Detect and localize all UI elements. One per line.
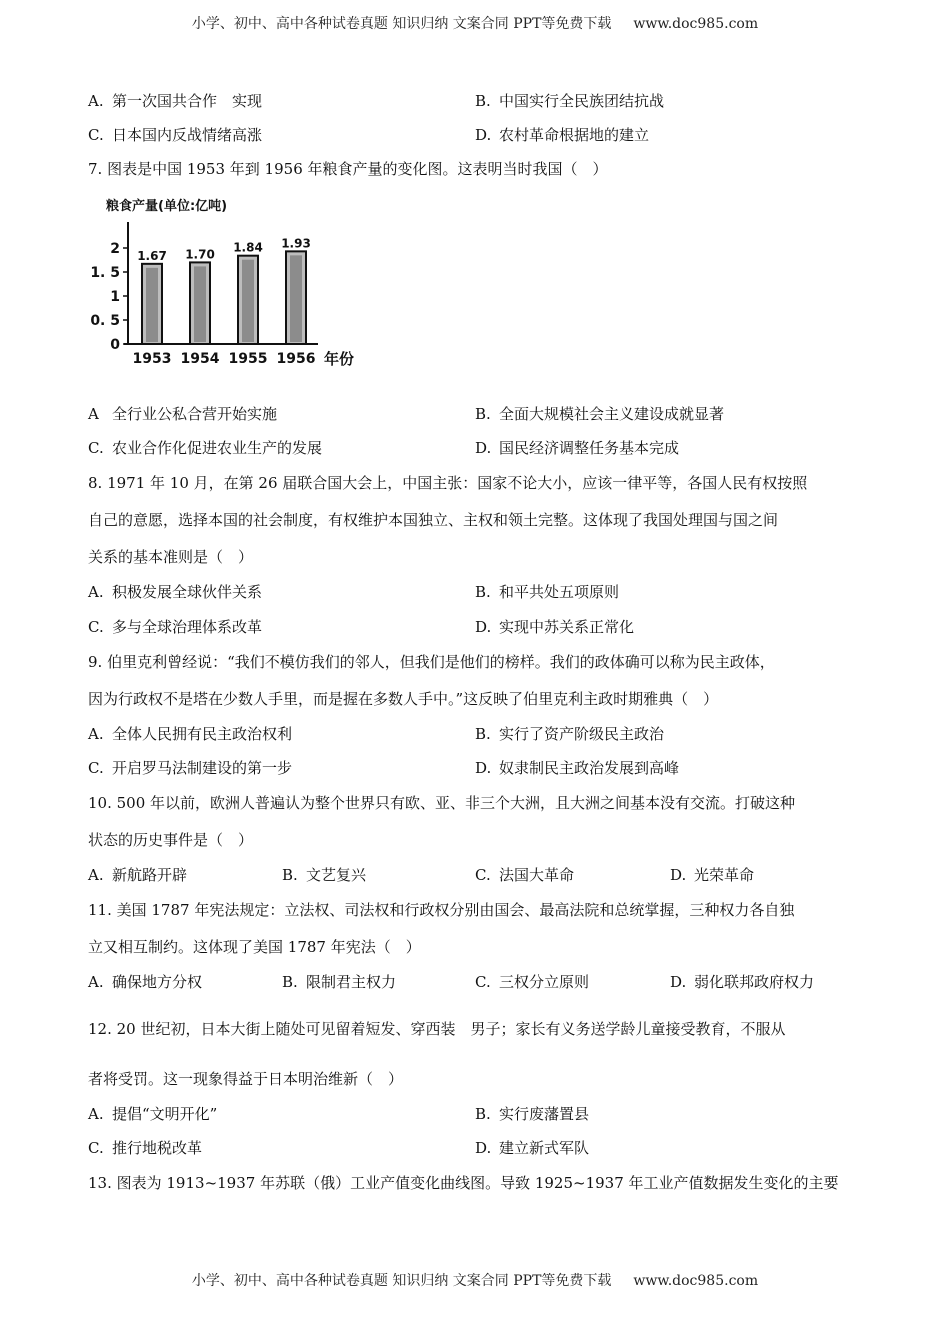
bar-shade-1955 bbox=[242, 260, 254, 342]
y-tick-label: 1. 5 bbox=[90, 265, 120, 281]
q12-option-c[interactable]: C. 推行地税改革 bbox=[88, 1139, 203, 1157]
x-axis-label: 年份 bbox=[324, 350, 355, 368]
bar-shade-1954 bbox=[194, 266, 206, 342]
q6-option-d[interactable]: D. 农村革命根据地的建立 bbox=[475, 126, 650, 144]
y-tick-label: 0. 5 bbox=[90, 313, 120, 329]
q12-stem-line-1: 12. 20 世纪初，日本大街上随处可见留着短发、穿西装 男子；家长有义务送学龄儿童接受教育，不服从 bbox=[88, 1020, 786, 1038]
y-tick-label: 2 bbox=[110, 241, 120, 257]
q11-stem-line-1: 11. 美国 1787 年宪法规定：立法权、司法权和行政权分别由国会、最高法院和总统掌握，三种权力各自独 bbox=[88, 901, 795, 919]
x-tick-label: 1954 bbox=[180, 351, 220, 367]
q7-option-b[interactable]: B. 全面大规模社会主义建设成就显著 bbox=[475, 405, 725, 423]
bar-value-label: 1.84 bbox=[233, 240, 263, 255]
bar-value-label: 1.67 bbox=[137, 248, 167, 263]
header-text: 小学、初中、高中各种试卷真题 知识归纳 文案合同 PPT等免费下载 bbox=[191, 16, 612, 32]
grain-output-chart bbox=[80, 190, 380, 380]
q13-stem-line-1: 13. 图表为 1913~1937 年苏联（俄）工业产值变化曲线图。导致 1925~1937 年工业产值数据发生变化的主要 bbox=[88, 1174, 839, 1192]
bar-shade-1953 bbox=[146, 268, 158, 342]
q12-option-a[interactable]: A. 提倡“文明开化” bbox=[88, 1105, 218, 1123]
x-tick-label: 1956 bbox=[276, 351, 316, 367]
q8-option-c[interactable]: C. 多与全球治理体系改革 bbox=[88, 618, 263, 636]
q9-option-a[interactable]: A. 全体人民拥有民主政治权利 bbox=[88, 725, 293, 743]
q8-stem-line-2: 自己的意愿，选择本国的社会制度，有权维护本国独立、主权和领土完整。这体现了我国处理国与国之间 bbox=[88, 511, 779, 529]
q11-option-d[interactable]: D. 弱化联邦政府权力 bbox=[670, 973, 815, 991]
x-tick-label: 1953 bbox=[132, 351, 172, 367]
q11-option-b[interactable]: B. 限制君主权力 bbox=[282, 973, 397, 991]
bar-value-label: 1.93 bbox=[281, 236, 311, 251]
chart-title: 粮食产量(单位:亿吨) bbox=[106, 199, 228, 214]
q9-option-c[interactable]: C. 开启罗马法制建设的第一步 bbox=[88, 759, 293, 777]
q12-option-b[interactable]: B. 实行废藩置县 bbox=[475, 1105, 590, 1123]
q11-option-c[interactable]: C. 三权分立原则 bbox=[475, 973, 590, 991]
y-tick-label: 1 bbox=[110, 289, 120, 305]
q10-option-c[interactable]: C. 法国大革命 bbox=[475, 866, 575, 884]
q12-option-d[interactable]: D. 建立新式军队 bbox=[475, 1139, 590, 1157]
q10-option-d[interactable]: D. 光荣革命 bbox=[670, 866, 755, 884]
q6-option-b[interactable]: B. 中国实行全民族团结抗战 bbox=[475, 92, 665, 110]
q8-stem-line-1: 8. 1971 年 10 月，在第 26 届联合国大会上，中国主张：国家不论大小，应该一律平等，各国人民有权按照 bbox=[88, 474, 808, 492]
page-footer bbox=[0, 1270, 950, 1290]
q12-stem-line-2: 者将受罚。这一现象得益于日本明治维新（ ） bbox=[88, 1070, 404, 1088]
y-tick-label: 0 bbox=[110, 337, 120, 353]
q7-stem: 7. 图表是中国 1953 年到 1956 年粮食产量的变化图。这表明当时我国（ ） bbox=[88, 160, 608, 178]
q9-option-d[interactable]: D. 奴隶制民主政治发展到高峰 bbox=[475, 759, 680, 777]
q9-option-b[interactable]: B. 实行了资产阶级民主政治 bbox=[475, 725, 665, 743]
q8-option-a[interactable]: A. 积极发展全球伙伴关系 bbox=[88, 583, 263, 601]
q11-option-a[interactable]: A. 确保地方分权 bbox=[88, 973, 203, 991]
q10-option-b[interactable]: B. 文艺复兴 bbox=[282, 866, 367, 884]
q11-stem-line-2: 立又相互制约。这体现了美国 1787 年宪法（ ） bbox=[88, 938, 421, 956]
q9-stem-line-1: 9. 伯里克利曾经说：“我们不模仿我们的邻人，但我们是他们的榜样。我们的政体确可以称为民主政体， bbox=[88, 653, 775, 671]
q8-stem-line-3: 关系的基本准则是（ ） bbox=[88, 548, 254, 566]
q10-stem-line-1: 10. 500 年以前，欧洲人普遍认为整个世界只有欧、亚、非三个大洲，且大洲之间基本没有交流。打破这种 bbox=[88, 794, 796, 812]
bar-shade-1956 bbox=[290, 255, 302, 342]
footer-text: 小学、初中、高中各种试卷真题 知识归纳 文案合同 PPT等免费下载 bbox=[191, 1273, 612, 1289]
q7-option-a[interactable]: A 全行业公私合营开始实施 bbox=[88, 405, 278, 423]
q7-option-d[interactable]: D. 国民经济调整任务基本完成 bbox=[475, 439, 680, 457]
header-site-link[interactable]: www.doc985.com bbox=[633, 16, 759, 32]
q7-option-c[interactable]: C. 农业合作化促进农业生产的发展 bbox=[88, 439, 323, 457]
q10-stem-line-2: 状态的历史事件是（ ） bbox=[88, 831, 254, 849]
q6-option-c[interactable]: C. 日本国内反战情绪高涨 bbox=[88, 126, 263, 144]
q9-stem-line-2: 因为行政权不是塔在少数人手里，而是握在多数人手中。”这反映了伯里克利主政时期雅典（ ） bbox=[88, 690, 719, 708]
q8-option-b[interactable]: B. 和平共处五项原则 bbox=[475, 583, 620, 601]
bar-value-label: 1.70 bbox=[185, 247, 215, 262]
q10-option-a[interactable]: A. 新航路开辟 bbox=[88, 866, 188, 884]
page-header bbox=[0, 13, 950, 33]
footer-site-link[interactable]: www.doc985.com bbox=[633, 1273, 759, 1289]
x-tick-label: 1955 bbox=[228, 351, 268, 367]
q8-option-d[interactable]: D. 实现中苏关系正常化 bbox=[475, 618, 635, 636]
q6-option-a[interactable]: A. 第一次国共合作 实现 bbox=[88, 92, 263, 110]
